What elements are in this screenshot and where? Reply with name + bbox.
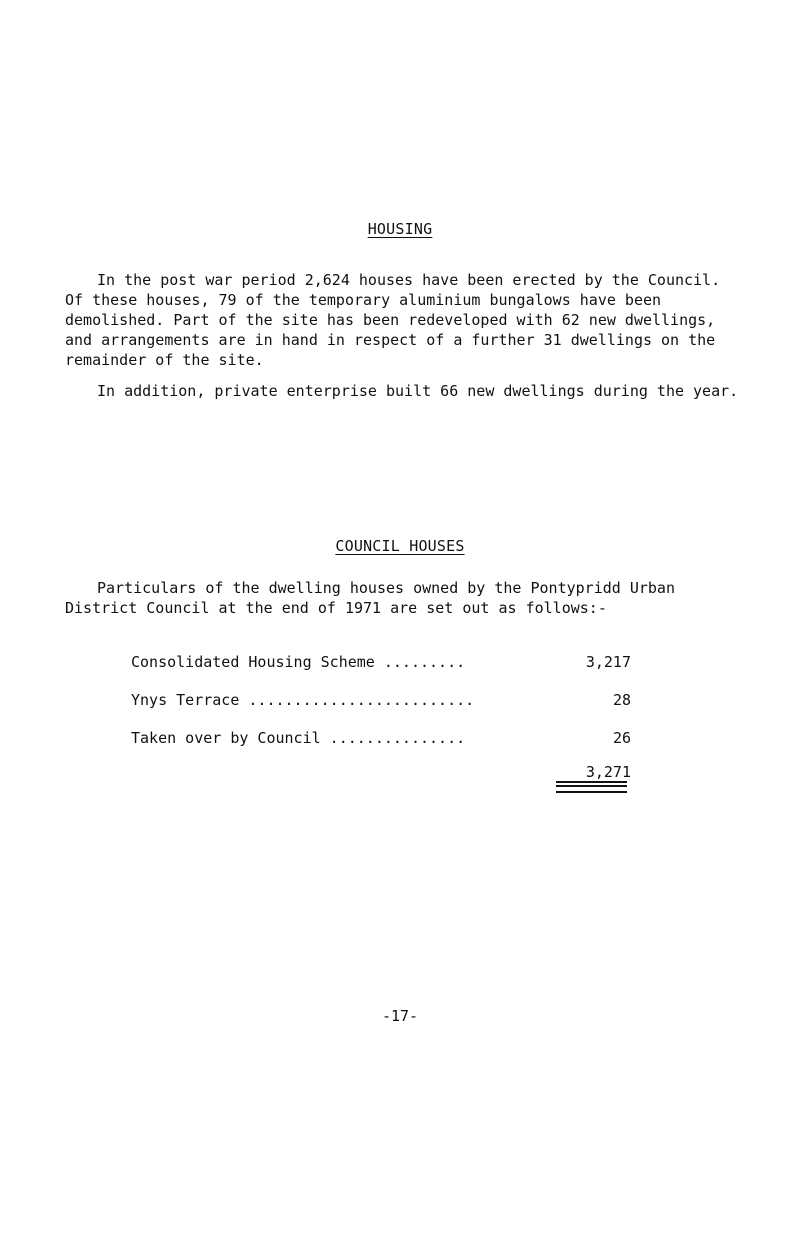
housing-paragraph-1: In the post war period 2,624 houses have been erected by the Council. Of these houses, 79 of the temporary aluminium bungalows have been demolished. Part of the site has been redeveloped with 62 new dwellings, and arrangements are in hand in respect of a further 31 dwellings on the remainder of the site. <box>65 271 721 369</box>
total-value: 3,271 <box>585 763 631 781</box>
housing-paragraph-2: In addition, private enterprise built 66 new dwellings during the year. <box>97 382 739 400</box>
total-underline <box>556 781 627 783</box>
row-value: 3,217 <box>585 653 631 671</box>
housing-heading <box>0 220 800 238</box>
row-label: Consolidated Housing Scheme ......... <box>131 653 466 671</box>
council-houses-title: COUNCIL HOUSES <box>335 537 465 555</box>
council-houses-heading <box>0 537 800 555</box>
row-value: 28 <box>612 691 631 709</box>
total-double-underline <box>556 785 627 793</box>
row-label: Taken over by Council ............... <box>131 729 466 747</box>
row-label: Ynys Terrace ......................... <box>131 691 475 709</box>
page-number: -17- <box>381 1007 419 1025</box>
row-value: 26 <box>612 729 631 747</box>
housing-title: HOUSING <box>367 220 433 238</box>
council-houses-intro: Particulars of the dwelling houses owned by the Pontypridd Urban District Council at the end of 1971 are set out as follows:- <box>65 579 675 617</box>
